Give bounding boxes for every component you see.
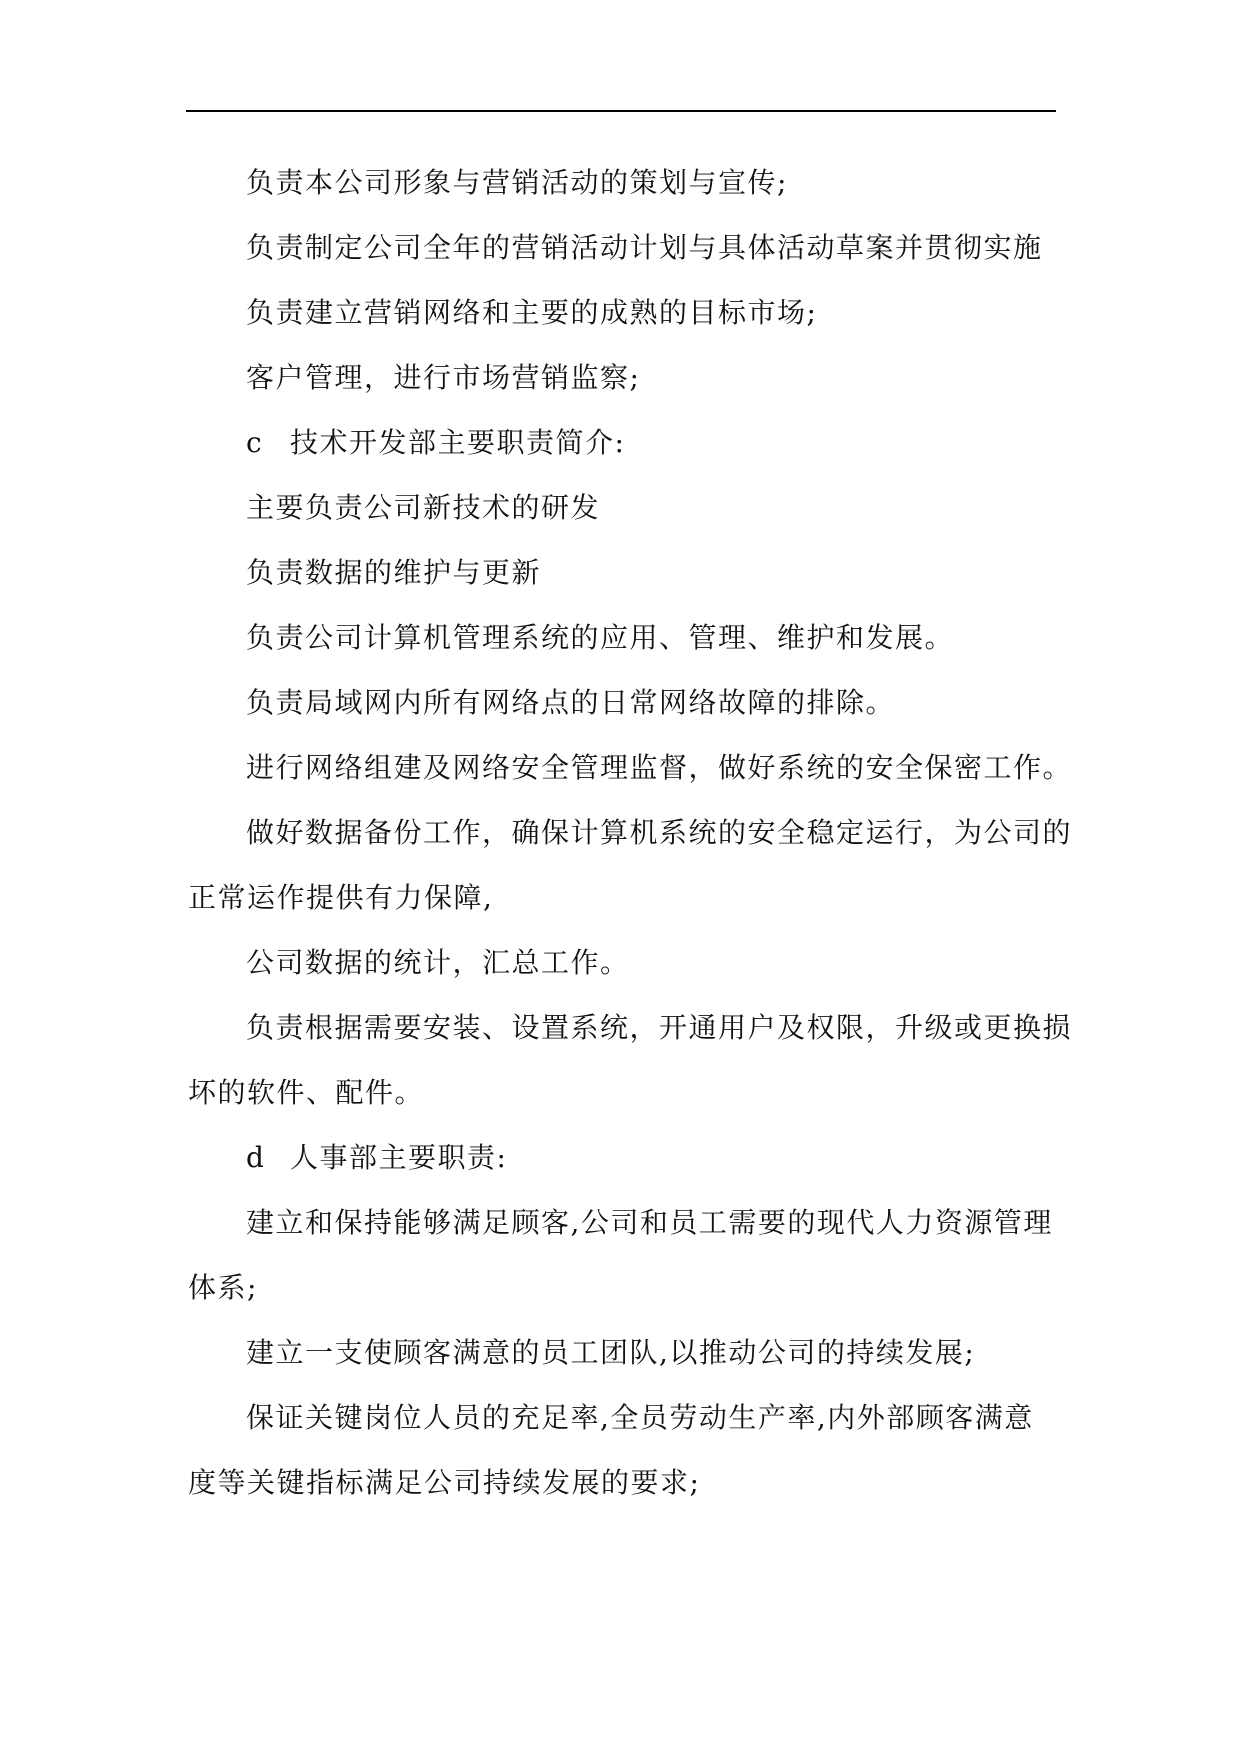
section-letter: d bbox=[246, 1141, 266, 1174]
paragraph-line: 负责建立营销网络和主要的成熟的目标市场; bbox=[246, 296, 818, 329]
paragraph-line: 保证关键岗位人员的充足率,全员劳动生产率,内外部顾客满意 bbox=[246, 1401, 1034, 1434]
paragraph-line: 负责根据需要安装、设置系统，开通用户及权限，升级或更换损 bbox=[246, 1011, 1073, 1044]
paragraph-continuation: 度等关键指标满足公司持续发展的要求; bbox=[188, 1466, 701, 1499]
section-heading-text: 技术开发部主要职责简介: bbox=[290, 426, 626, 459]
paragraph-line: 负责制定公司全年的营销活动计划与具体活动草案并贯彻实施 bbox=[246, 231, 1043, 264]
section-heading-text: 人事部主要职责: bbox=[290, 1141, 508, 1174]
paragraph-line: 负责公司计算机管理系统的应用、管理、维护和发展。 bbox=[246, 621, 955, 654]
paragraph-line: 客户管理，进行市场营销监察; bbox=[246, 361, 641, 394]
paragraph-line: 做好数据备份工作，确保计算机系统的安全稳定运行，为公司的 bbox=[246, 816, 1073, 849]
paragraph-line: 负责数据的维护与更新 bbox=[246, 556, 542, 589]
paragraph-line: 建立一支使顾客满意的员工团队,以推动公司的持续发展; bbox=[246, 1336, 976, 1369]
paragraph-continuation: 体系; bbox=[188, 1271, 258, 1304]
paragraph-line: 建立和保持能够满足顾客,公司和员工需要的现代人力资源管理 bbox=[246, 1206, 1053, 1239]
paragraph-line: 负责本公司形象与营销活动的策划与宣传; bbox=[246, 166, 788, 199]
paragraph-continuation: 正常运作提供有力保障, bbox=[188, 881, 494, 914]
paragraph-line: 主要负责公司新技术的研发 bbox=[246, 491, 601, 524]
header-rule bbox=[186, 110, 1056, 112]
section-heading-hr bbox=[188, 1125, 1056, 1190]
document-body bbox=[188, 150, 1073, 1515]
paragraph-continuation: 坏的软件、配件。 bbox=[188, 1076, 425, 1109]
section-heading-tech-dev bbox=[188, 410, 1056, 475]
paragraph-line: 负责局域网内所有网络点的日常网络故障的排除。 bbox=[246, 686, 896, 719]
section-letter: c bbox=[246, 426, 264, 459]
paragraph-line: 公司数据的统计，汇总工作。 bbox=[246, 946, 630, 979]
paragraph-line: 进行网络组建及网络安全管理监督，做好系统的安全保密工作。 bbox=[246, 751, 1073, 784]
